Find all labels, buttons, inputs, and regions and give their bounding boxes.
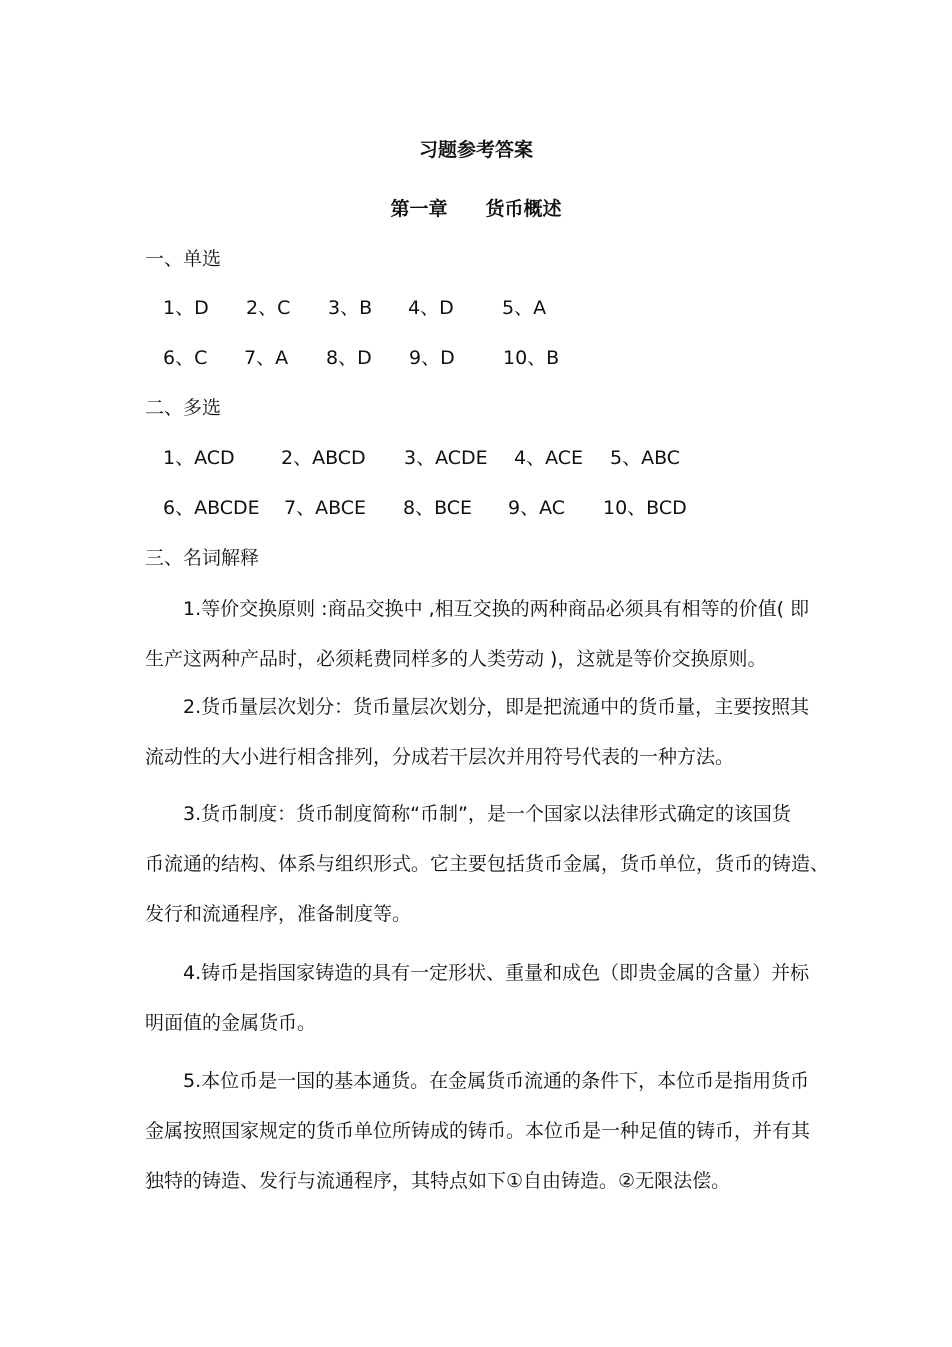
multiple-choice-answer: 6、ABCDE bbox=[163, 497, 260, 519]
paragraph-line: 币流通的结构、体系与组织形式。它主要包括货币金属，货币单位，货币的铸造、 bbox=[145, 853, 830, 875]
single-choice-answer: 9、D bbox=[409, 347, 455, 369]
multiple-choice-answer: 3、ACDE bbox=[404, 447, 488, 469]
term-definition bbox=[145, 694, 813, 770]
single-choice-answer: 8、D bbox=[326, 347, 372, 369]
multiple-choice-answer: 9、AC bbox=[508, 497, 566, 519]
term-definition bbox=[145, 596, 813, 672]
single-choice-answer: 4、D bbox=[408, 297, 454, 319]
term-definition bbox=[145, 801, 830, 927]
multiple-choice-heading: 二、多选 bbox=[145, 397, 222, 419]
single-choice-answer: 7、A bbox=[244, 347, 289, 369]
paragraph-line: 3.货币制度：货币制度简称“币制”，是一个国家以法律形式确定的该国货 bbox=[183, 803, 791, 825]
single-choice-answer: 6、C bbox=[163, 347, 208, 369]
multiple-choice-answer: 1、ACD bbox=[163, 447, 235, 469]
single-choice-answer: 3、B bbox=[328, 297, 373, 319]
document-title: 习题参考答案 bbox=[418, 139, 533, 161]
paragraph-line: 2.货币量层次划分：货币量层次划分，即是把流通中的货币量，主要按照其 bbox=[183, 696, 810, 718]
multiple-choice-answer: 7、ABCE bbox=[284, 497, 367, 519]
paragraph-line: 4.铸币是指国家铸造的具有一定形状、重量和成色（即贵金属的含量）并标 bbox=[183, 962, 810, 984]
single-choice-answer: 10、B bbox=[503, 347, 560, 369]
multiple-choice-answer: 10、BCD bbox=[603, 497, 687, 519]
paragraph-line: 明面值的金属货币。 bbox=[145, 1012, 317, 1034]
chapter-number: 第一章 bbox=[390, 198, 448, 220]
multiple-choice-answer: 2、ABCD bbox=[281, 447, 366, 469]
paragraph-line: 金属按照国家规定的货币单位所铸成的铸币。本位币是一种足值的铸币，并有其 bbox=[145, 1120, 811, 1142]
chapter-heading bbox=[0, 196, 952, 222]
terms-heading: 三、名词解释 bbox=[145, 547, 260, 569]
paragraph-line: 独特的铸造、发行与流通程序，其特点如下①自由铸造。②无限法偿。 bbox=[145, 1170, 731, 1192]
paragraph-line: 生产这两种产品时，必须耗费同样多的人类劳动 )，这就是等价交换原则。 bbox=[145, 648, 767, 670]
paragraph-line: 流动性的大小进行相含排列，分成若干层次并用符号代表的一种方法。 bbox=[145, 746, 735, 768]
single-choice-answer: 1、D bbox=[163, 297, 209, 319]
paragraph-line: 1.等价交换原则 :商品交换中 ,相互交换的两种商品必须具有相等的价值( 即 bbox=[183, 598, 810, 620]
single-choice-answer: 2、C bbox=[246, 297, 291, 319]
term-definition bbox=[145, 960, 813, 1036]
term-definition bbox=[145, 1068, 813, 1194]
chapter-name: 货币概述 bbox=[485, 198, 562, 220]
paragraph-line: 发行和流通程序，准备制度等。 bbox=[145, 903, 412, 925]
single-choice-answer: 5、A bbox=[502, 297, 547, 319]
multiple-choice-answer: 5、ABC bbox=[610, 447, 681, 469]
multiple-choice-answer: 4、ACE bbox=[514, 447, 584, 469]
single-choice-heading: 一、单选 bbox=[145, 248, 222, 270]
multiple-choice-answer: 8、BCE bbox=[403, 497, 473, 519]
paragraph-line: 5.本位币是一国的基本通货。在金属货币流通的条件下，本位币是指用货币 bbox=[183, 1070, 810, 1092]
